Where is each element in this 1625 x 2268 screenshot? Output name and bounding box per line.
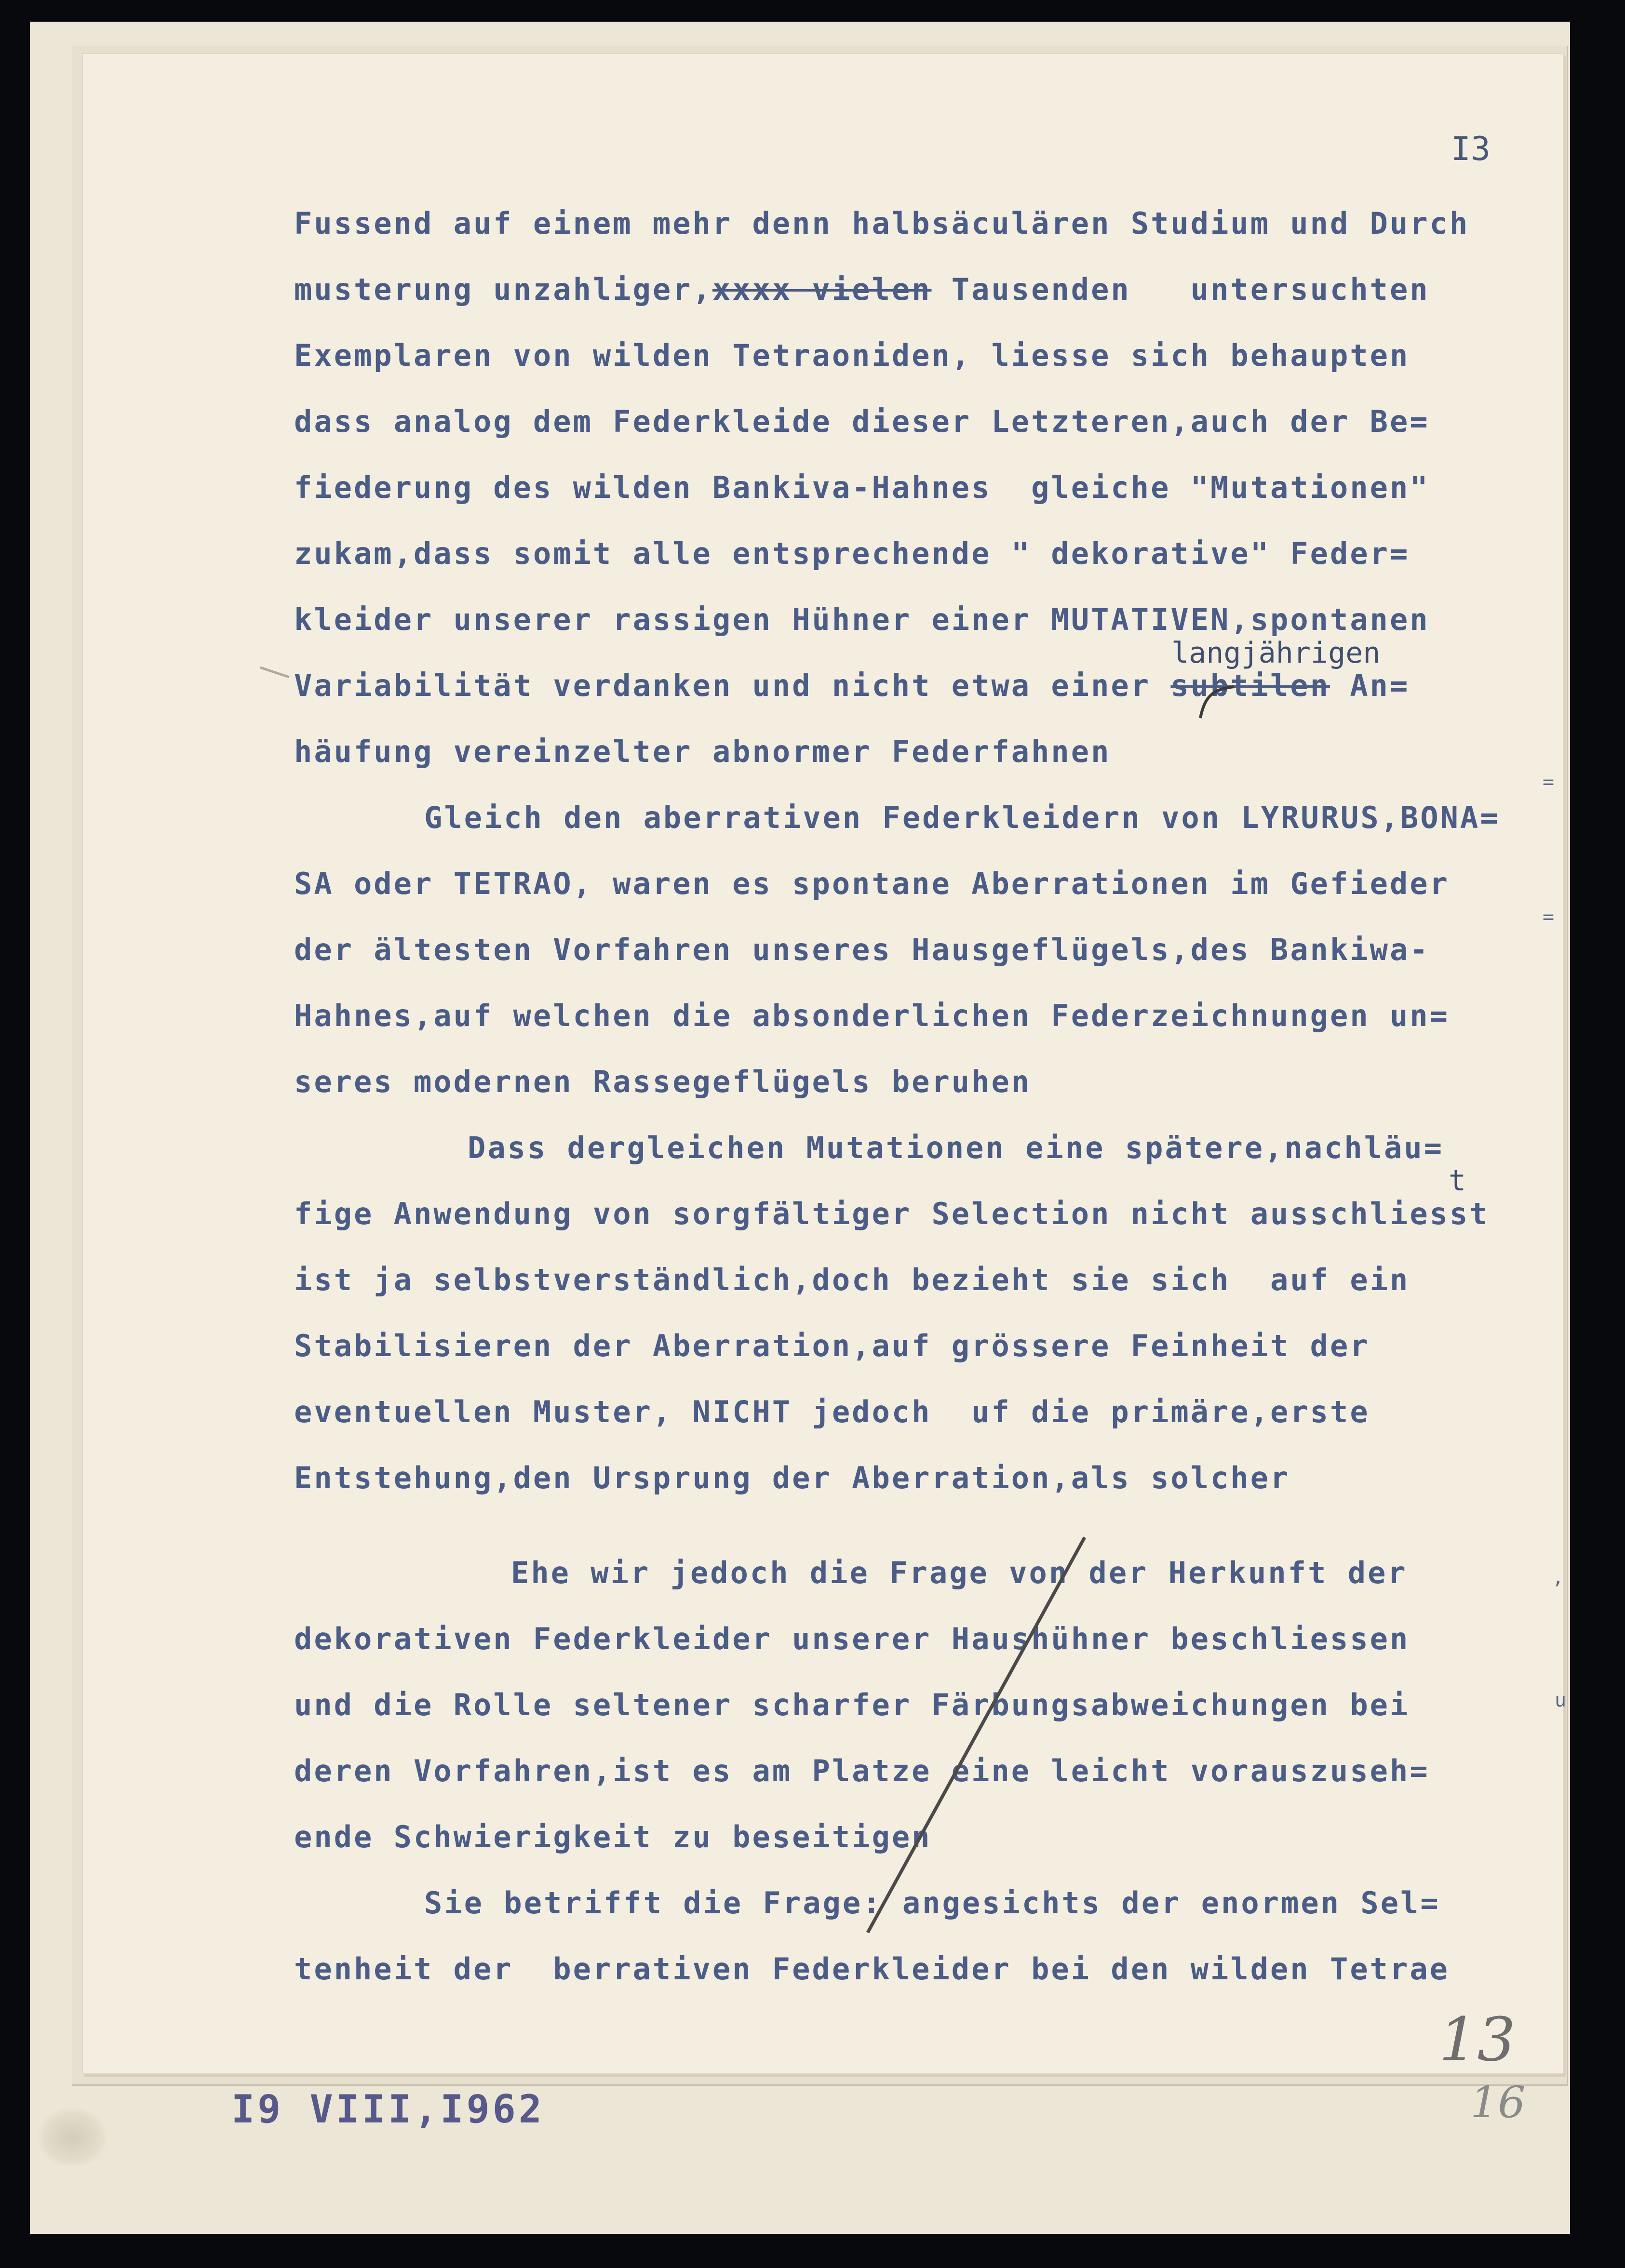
text-line-19: eventuellen Muster, NICHT jedoch uf die primäre,erste (294, 1394, 1370, 1429)
margin-mark: = (1543, 771, 1555, 793)
text-line-20: Entstehung,den Ursprung der Aberration,als solcher (294, 1460, 1290, 1495)
text-line-12: der ältesten Vorfahren unseres Hausgeflügels,des Bankiwa- (294, 932, 1430, 967)
text-line-14: seres modernen Rassegeflügels beruhen (294, 1064, 1032, 1099)
text-line-10: Gleich den aberrativen Federkleidern von LYRURUS,BONA= (424, 800, 1500, 835)
text-segment: Variabilität verdanken und nicht etwa einer (294, 668, 1171, 703)
text-line-23: und die Rolle seltener scharfer Färbungsabweichungen bei (294, 1687, 1410, 1722)
paper-smudge (39, 2108, 106, 2166)
text-line-16: fige Anwendung von sorgfältiger Selection nicht ausschliesst (294, 1196, 1490, 1231)
text-line-9: häufung vereinzelter abnormer Federfahnen (294, 734, 1111, 769)
insertion-langjaehrigen: langjährigen (1171, 636, 1381, 670)
diagonal-stroke-mark (868, 1537, 1085, 1933)
text-line-13: Hahnes,auf welchen die absonderlichen Federzeichnungen un= (294, 998, 1450, 1033)
text-segment: Tausenden untersuchten (931, 272, 1430, 307)
margin-tick-mark (260, 667, 289, 677)
text-line-27: tenheit der berrativen Federkleider bei den wilden Tetrae (294, 1951, 1450, 1987)
text-line-15: Dass dergleichen Mutationen eine spätere,nachläu= (468, 1130, 1444, 1165)
text-line-4: dass analog dem Federkleide dieser Letzteren,auch der Be= (294, 404, 1430, 439)
text-line-11: SA oder TETRAO, waren es spontane Aberrationen im Gefieder (294, 866, 1450, 901)
text-line-7: kleider unserer rassigen Hühner einer MUTATIVEN,spontanen (294, 602, 1430, 637)
text-line-24: deren Vorfahren,ist es am Platze eine leicht vorauszuseh= (294, 1753, 1430, 1788)
text-line-18: Stabilisieren der Aberration,auf grössere Feinheit der (294, 1328, 1370, 1363)
text-line-1: Fussend auf einem mehr denn halbsäculären Studium und Durch (294, 206, 1470, 241)
text-line-3: Exemplaren von wilden Tetraoniden, liesse sich behaupten (294, 338, 1410, 373)
text-line-6: zukam,dass somit alle entsprechende " dekorative" Feder= (294, 536, 1410, 571)
margin-mark: , (1552, 1566, 1564, 1588)
handwritten-number-lower: 16 (1470, 2077, 1526, 2128)
page-number: I3 (1451, 130, 1491, 168)
stamp-date: I9 VIII,I962 (231, 2087, 545, 2132)
text-line-5: fiederung des wilden Bankiva-Hahnes gleiche "Mutationen" (294, 470, 1430, 505)
text-line-25: ende Schwierigkeit zu beseitigen (294, 1819, 932, 1854)
text-line-21: Ehe wir jedoch die Frage von der Herkunft der (511, 1555, 1408, 1590)
text-line-26: Sie betrifft die Frage: angesichts der enormen Sel= (424, 1885, 1440, 1921)
handwritten-page-number: 13 (1439, 2005, 1516, 2075)
text-line-17: ist ja selbstverständlich,doch bezieht sie sich auf ein (294, 1262, 1410, 1297)
insertion-caret-mark (1200, 687, 1234, 718)
text-segment: musterung unzahliger, (294, 272, 712, 307)
margin-mark: u (1555, 1689, 1567, 1711)
margin-mark: = (1543, 906, 1555, 928)
struck-text: subtilen (1170, 668, 1330, 703)
text-segment: An= (1330, 668, 1410, 703)
insertion-t: t (1449, 1164, 1466, 1198)
text-line-22: dekorativen Federkleider unserer Haushühner beschliessen (294, 1621, 1410, 1656)
struck-text: xxxx vielen (712, 272, 932, 307)
